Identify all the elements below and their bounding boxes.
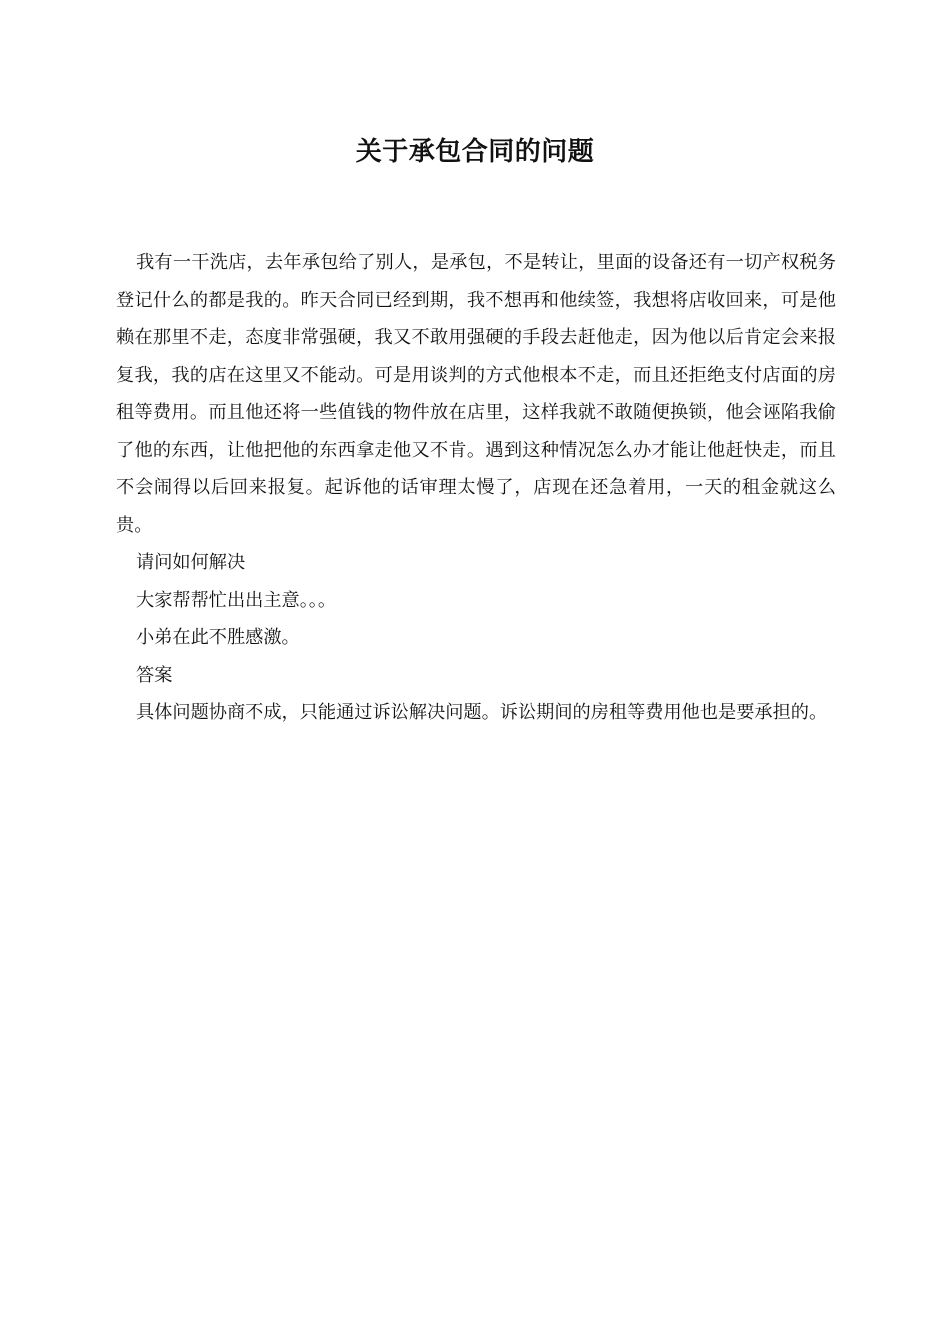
question-line-how-to-solve: 请问如何解决 bbox=[136, 552, 246, 573]
document-title: 关于承包合同的问题 bbox=[355, 137, 595, 167]
question-line-help: 大家帮帮忙出出主意。。。 bbox=[136, 589, 337, 611]
answer-heading: 答案 bbox=[136, 664, 173, 686]
question-line-thanks: 小弟在此不胜感激。 bbox=[136, 627, 300, 648]
answer-paragraph: 具体问题协商不成，只能通过诉讼解决问题。诉讼期间的房租等费用他也是要承担的。 bbox=[136, 702, 828, 723]
question-paragraph: 我有一干洗店，去年承包给了别人，是承包，不是转让，里面的设备还有一切产权税务登记什么的都是我的。昨天合同已经到期，我不想再和他续签，我想将店收回来，可是他赖在那里不走，态度非常强硬，我又不敢用强硬的手段去赶他走，因为他以后肯定会来报复我，我的店在这里又不能动。可是用谈判的方式他根本不走，而且还拒绝支付店面的房租等费用。而且他还将一些值钱的物件放在店里，这样我就不敢随便换锁，他会诬陷我偷了他的东西，让他把他的东西拿走他又不肯。遇到这种情况怎么办才能让他赶快走，而且不会闹得以后回来报复。起诉他的话审理太慢了，店现在还急着用，一天的租金就这么贵。 bbox=[116, 252, 836, 536]
document-body bbox=[116, 244, 836, 732]
